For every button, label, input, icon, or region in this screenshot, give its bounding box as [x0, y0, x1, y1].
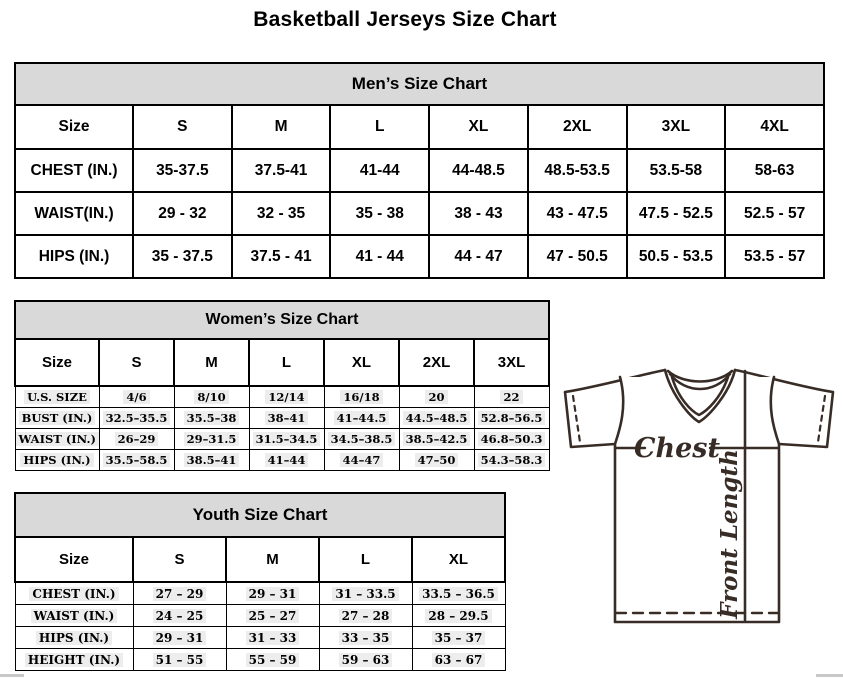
womens-cell: 29–31.5 — [174, 429, 249, 450]
youth-columns-row — [15, 537, 505, 582]
youth-cell: 33.5 – 36.5 — [412, 582, 505, 605]
youth-cell: 59 – 63 — [319, 649, 412, 671]
mens-cell: 41-44 — [330, 149, 429, 192]
youth-cell: 55 – 59 — [226, 649, 319, 671]
womens-cell: 46.8–50.3 — [474, 429, 549, 450]
womens-cell: 52.8–56.5 — [474, 408, 549, 429]
mens-cell: 58-63 — [725, 149, 824, 192]
womens-col-header-0: Size — [15, 339, 99, 386]
youth-data-row-0 — [15, 582, 505, 605]
womens-cell: 41–44.5 — [324, 408, 399, 429]
mens-cell: 43 - 47.5 — [528, 192, 627, 235]
youth-data-row-1 — [15, 605, 505, 627]
youth-cell: 27 – 28 — [319, 605, 412, 627]
mens-col-header-1: S — [133, 105, 232, 149]
page-title: Basketball Jerseys Size Chart — [253, 8, 557, 31]
mens-cell: 48.5-53.5 — [528, 149, 627, 192]
youth-col-header-0: Size — [15, 537, 133, 582]
womens-col-header-5: 2XL — [399, 339, 474, 386]
womens-cell: 20 — [399, 386, 474, 408]
womens-row-label: HIPS (IN.) — [15, 450, 99, 471]
womens-cell: 22 — [474, 386, 549, 408]
womens-cell: 34.5–38.5 — [324, 429, 399, 450]
womens-size-chart — [14, 300, 550, 471]
youth-table — [14, 536, 506, 671]
mens-cell: 32 - 35 — [232, 192, 331, 235]
womens-cell: 44–47 — [324, 450, 399, 471]
youth-cell: 27 – 29 — [133, 582, 226, 605]
womens-col-header-4: XL — [324, 339, 399, 386]
womens-row-label: BUST (IN.) — [15, 408, 99, 429]
womens-cell: 47–50 — [399, 450, 474, 471]
womens-cell: 8/10 — [174, 386, 249, 408]
mens-columns-row — [15, 105, 824, 149]
womens-row-label: U.S. SIZE — [15, 386, 99, 408]
mens-cell: 38 - 43 — [429, 192, 528, 235]
womens-col-header-6: 3XL — [474, 339, 549, 386]
youth-row-label: HIPS (IN.) — [15, 627, 133, 649]
youth-cell: 25 – 27 — [226, 605, 319, 627]
womens-data-row-3 — [15, 450, 549, 471]
youth-cell: 29 – 31 — [133, 627, 226, 649]
womens-cell: 41–44 — [249, 450, 324, 471]
mens-row-label: CHEST (IN.) — [15, 149, 133, 192]
youth-cell: 24 – 25 — [133, 605, 226, 627]
mens-chart-header: Men’s Size Chart — [14, 62, 825, 104]
mens-row-label: HIPS (IN.) — [15, 235, 133, 278]
page-edge-artifact-right — [816, 674, 843, 677]
womens-cell: 32.5–35.5 — [99, 408, 174, 429]
mens-cell: 29 - 32 — [133, 192, 232, 235]
youth-chart-header: Youth Size Chart — [14, 492, 506, 536]
mens-size-chart — [14, 62, 825, 279]
youth-cell: 29 – 31 — [226, 582, 319, 605]
mens-col-header-3: L — [330, 105, 429, 149]
youth-row-label: HEIGHT (IN.) — [15, 649, 133, 671]
womens-columns-row — [15, 339, 549, 386]
youth-col-header-2: M — [226, 537, 319, 582]
youth-size-chart — [14, 492, 506, 671]
youth-row-label: WAIST (IN.) — [15, 605, 133, 627]
womens-cell: 35.5–58.5 — [99, 450, 174, 471]
mens-cell: 53.5-58 — [627, 149, 726, 192]
mens-col-header-5: 2XL — [528, 105, 627, 149]
mens-row-label: WAIST(IN.) — [15, 192, 133, 235]
mens-cell: 47 - 50.5 — [528, 235, 627, 278]
mens-cell: 44-48.5 — [429, 149, 528, 192]
womens-data-row-2 — [15, 429, 549, 450]
mens-table — [14, 104, 825, 279]
youth-cell: 31 – 33 — [226, 627, 319, 649]
mens-cell: 41 - 44 — [330, 235, 429, 278]
front-length-label: Front Length — [716, 449, 743, 619]
mens-cell: 35-37.5 — [133, 149, 232, 192]
womens-cell: 38.5–41 — [174, 450, 249, 471]
mens-data-row-1 — [15, 192, 824, 235]
womens-col-header-2: M — [174, 339, 249, 386]
mens-cell: 37.5-41 — [232, 149, 331, 192]
youth-col-header-4: XL — [412, 537, 505, 582]
womens-cell: 16/18 — [324, 386, 399, 408]
mens-cell: 50.5 - 53.5 — [627, 235, 726, 278]
youth-cell: 31 – 33.5 — [319, 582, 412, 605]
jersey-measurement-diagram-icon — [558, 362, 840, 662]
womens-cell: 12/14 — [249, 386, 324, 408]
youth-col-header-1: S — [133, 537, 226, 582]
mens-cell: 35 - 38 — [330, 192, 429, 235]
womens-cell: 31.5–34.5 — [249, 429, 324, 450]
womens-cell: 4/6 — [99, 386, 174, 408]
mens-cell: 35 - 37.5 — [133, 235, 232, 278]
mens-data-row-0 — [15, 149, 824, 192]
youth-cell: 28 – 29.5 — [412, 605, 505, 627]
youth-cell: 35 – 37 — [412, 627, 505, 649]
page-edge-artifact-left — [0, 674, 24, 677]
womens-col-header-3: L — [249, 339, 324, 386]
youth-cell: 51 – 55 — [133, 649, 226, 671]
womens-cell: 35.5–38 — [174, 408, 249, 429]
mens-col-header-2: M — [232, 105, 331, 149]
womens-cell: 26–29 — [99, 429, 174, 450]
youth-cell: 33 – 35 — [319, 627, 412, 649]
womens-cell: 44.5–48.5 — [399, 408, 474, 429]
mens-col-header-4: XL — [429, 105, 528, 149]
womens-table — [14, 338, 550, 471]
youth-row-label: CHEST (IN.) — [15, 582, 133, 605]
womens-cell: 38–41 — [249, 408, 324, 429]
mens-col-header-0: Size — [15, 105, 133, 149]
womens-cell: 38.5–42.5 — [399, 429, 474, 450]
womens-data-row-0 — [15, 386, 549, 408]
mens-cell: 37.5 - 41 — [232, 235, 331, 278]
mens-cell: 44 - 47 — [429, 235, 528, 278]
mens-cell: 52.5 - 57 — [725, 192, 824, 235]
youth-cell: 63 – 67 — [412, 649, 505, 671]
mens-cell: 47.5 - 52.5 — [627, 192, 726, 235]
womens-data-row-1 — [15, 408, 549, 429]
mens-data-row-2 — [15, 235, 824, 278]
womens-col-header-1: S — [99, 339, 174, 386]
youth-data-row-2 — [15, 627, 505, 649]
womens-chart-header: Women’s Size Chart — [14, 300, 550, 338]
youth-col-header-3: L — [319, 537, 412, 582]
mens-col-header-6: 3XL — [627, 105, 726, 149]
mens-cell: 53.5 - 57 — [725, 235, 824, 278]
mens-col-header-7: 4XL — [725, 105, 824, 149]
chest-label: Chest — [634, 433, 720, 464]
youth-data-row-3 — [15, 649, 505, 671]
womens-cell: 54.3–58.3 — [474, 450, 549, 471]
womens-row-label: WAIST (IN.) — [15, 429, 99, 450]
